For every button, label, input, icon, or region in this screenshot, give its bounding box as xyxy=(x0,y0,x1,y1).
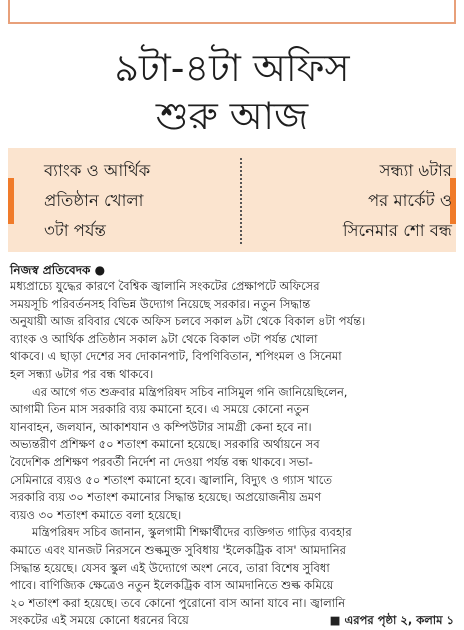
highlight-right-line: পর মার্কেট ও xyxy=(367,191,452,210)
article-line: মধ্যপ্রাচ্যে যুদ্ধের কারণে বৈশ্বিক জ্বালানি সংকটের প্রেক্ষাপটে অফিসের xyxy=(10,279,320,293)
top-frame xyxy=(8,0,456,24)
highlight-right xyxy=(252,156,452,246)
highlight-left-line: ৩টা পর্যন্ত xyxy=(44,221,106,240)
article-line: পাবে। বাণিজ্যিক ক্ষেত্রেও নতুন ইলেকট্রিক বাস আমদানিতে শুল্ক কমিয়ে xyxy=(10,578,334,593)
article-line: অনুযায়ী আজ রবিবার থেকে অফিস চলবে সকাল ৯টা থেকে বিকাল ৪টা পর্যন্ত। xyxy=(10,314,366,329)
headline-line-2: শুরু আজ xyxy=(155,94,309,138)
article-line: ব্যয়ও ৩০ শতাংশ কমাতে বলা হয়েছে। xyxy=(10,507,182,522)
byline: নিজস্ব প্রতিবেদক ● xyxy=(10,263,106,277)
highlight-right-line: সিনেমার শো বন্ধ xyxy=(342,221,452,240)
article-line: সেমিনারে ব্যয়ও ৫০ শতাংশ কমানো হবে। জ্বালানি, বিদ্যুৎ ও গ্যাস খাতে xyxy=(10,472,333,487)
continuation-note: ■ এরপর পৃষ্ঠা ২, কলাম ১ xyxy=(329,613,454,628)
highlight-left-line: ব্যাংক ও আর্থিক xyxy=(44,161,151,180)
highlight-left xyxy=(44,156,234,246)
dotted-divider xyxy=(240,158,242,244)
headline xyxy=(0,44,464,140)
article-line: সময়সূচি পরিবর্তনসহ বিভিন্ন উদ্যোগ নিয়েছে সরকার। নতুন সিদ্ধান্ত xyxy=(10,296,311,311)
article-line: কমাতে এবং যানজট নিরসনে শুল্কমুক্ত সুবিধায় 'ইলেকট্রিক বাস' আমদানির xyxy=(10,542,346,557)
article-line: অভ্যন্তরীণ প্রশিক্ষণ ৫০ শতাংশ কমানো হয়েছে। সরকারি অর্থায়নে সব xyxy=(10,437,320,452)
article-line: বৈদেশিক প্রশিক্ষণ পরবর্তী নির্দেশ না দেওয়া পর্যন্ত বন্ধ থাকবে। সভা- xyxy=(10,454,313,469)
article-line: আগামী তিন মাস সরকারি ব্যয় কমানো হবে। এ সময়ে কোনো নতুন xyxy=(10,402,310,417)
article-line: মন্ত্রিপরিষদ সচিব জানান, স্কুলগামী শিক্ষার্থীদের ব্যক্তিগত গাড়ির ব্যবহার xyxy=(32,525,352,540)
article-line: সরকারি ব্যয় ৩০ শতাংশ কমানোর সিদ্ধান্ত হয়েছে। অপ্রয়োজনীয় ভ্রমণ xyxy=(10,490,322,505)
article-line: সংকটের এই সময়ে কোনো ধরনের বিয়ে ■ এরপর পৃষ্ঠা ২, কলাম ১ xyxy=(10,612,454,630)
article-line: ব্যাংক ও আর্থিক প্রতিষ্ঠান সকাল ৯টা থেকে বিকাল ৩টা পর্যন্ত খোলা xyxy=(10,331,318,346)
highlight-left-line: প্রতিষ্ঠান খোলা xyxy=(44,191,144,210)
article-line: সিদ্ধান্ত হয়েছে। যেসব স্কুল এই উদ্যোগে অংশ নেবে, তারা বিশেষ সুবিধা xyxy=(10,560,330,575)
headline-line-1: ৯টা-৪টা অফিস xyxy=(114,46,350,90)
highlight-right-line: সন্ধ্যা ৬টার xyxy=(379,161,452,180)
accent-bar-left xyxy=(8,178,14,224)
article-body xyxy=(10,278,454,630)
highlight-box xyxy=(8,148,456,252)
article-line: যানবাহন, জলযান, আকাশযান ও কম্পিউটার সামগ্রী কেনা হবে না। xyxy=(10,419,312,434)
article-line: থাকবে। এ ছাড়া দেশের সব দোকানপাট, বিপণিবিতান, শপিংমল ও সিনেমা xyxy=(10,349,342,364)
article-line: এর আগে গত শুক্রবার মন্ত্রিপরিষদ সচিব নাসিমুল গনি জানিয়েছিলেন, xyxy=(32,384,348,399)
article-line: হল সন্ধ্যা ৬টার পর বন্ধ থাকবে। xyxy=(10,366,154,381)
article-line: ২০ শতাংশ করা হয়েছে। তবে কোনো পুরোনো বাস আনা যাবে না। জ্বালানি xyxy=(10,595,346,610)
